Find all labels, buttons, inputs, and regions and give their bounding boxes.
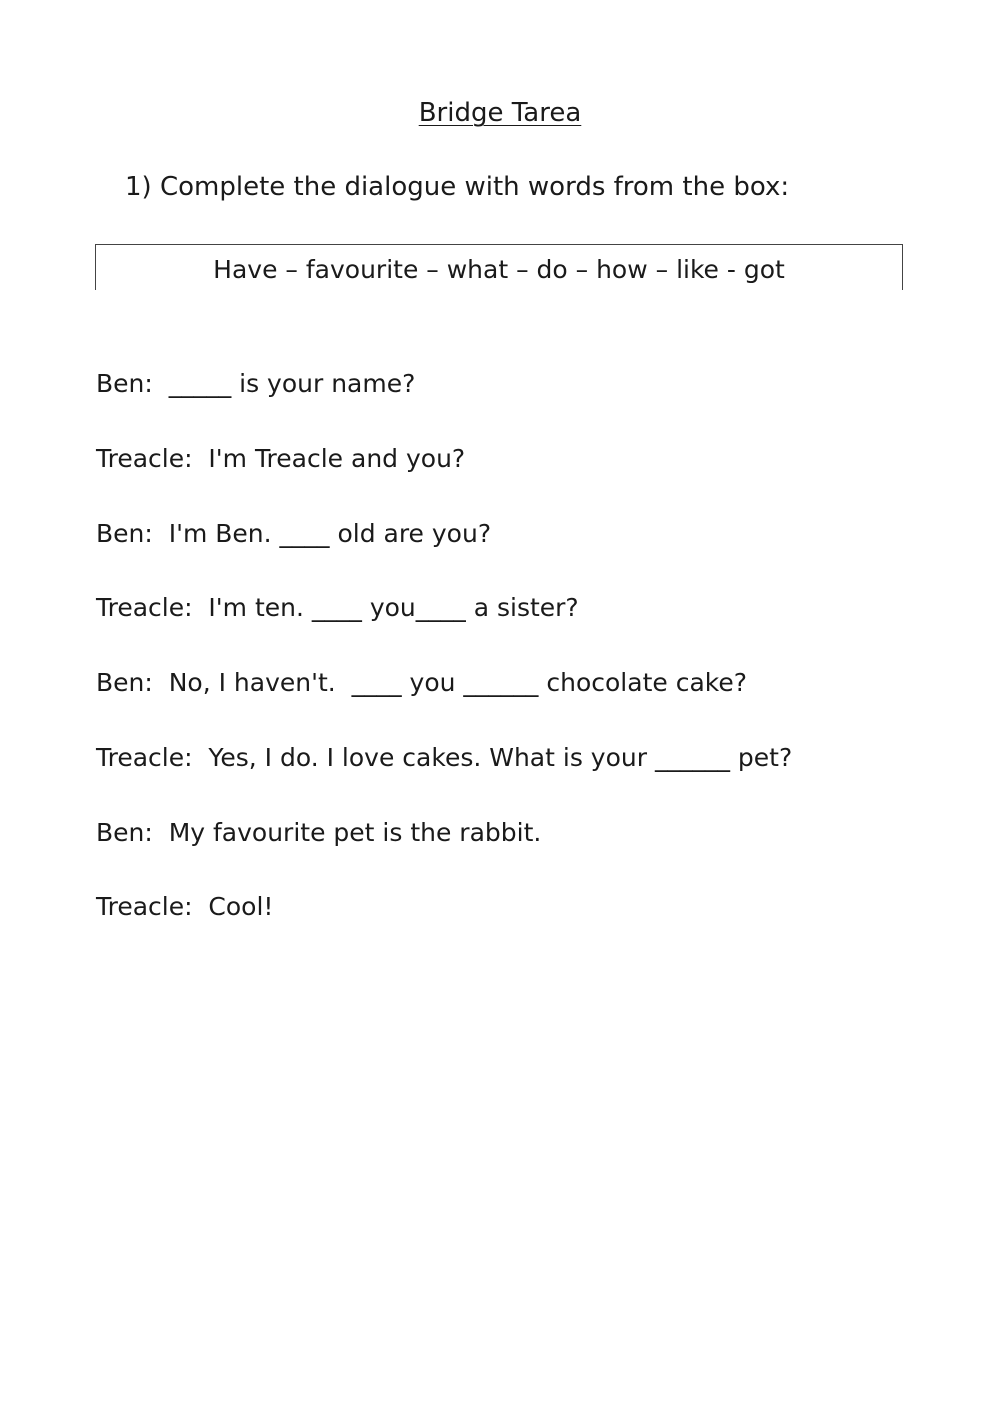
dialogue-line: Treacle: Yes, I do. I love cakes. What is your ______ pet?	[96, 743, 793, 772]
page-title: Bridge Tarea	[418, 98, 582, 128]
dialogue-line: Treacle: I'm Treacle and you?	[96, 444, 466, 473]
dialogue-line: Ben: _____ is your name?	[96, 369, 416, 398]
word-box-text: Have – favourite – what – do – how – like - got	[213, 255, 785, 284]
dialogue-line: Ben: I'm Ben. ____ old are you?	[96, 519, 492, 548]
instruction-text: 1) Complete the dialogue with words from the box:	[125, 172, 790, 202]
dialogue-line: Ben: No, I haven't. ____ you ______ chocolate cake?	[96, 668, 748, 697]
dialogue-line: Ben: My favourite pet is the rabbit.	[96, 818, 542, 847]
dialogue-line: Treacle: Cool!	[96, 892, 274, 921]
dialogue-line: Treacle: I'm ten. ____ you____ a sister?	[96, 593, 579, 622]
word-box	[95, 244, 903, 290]
